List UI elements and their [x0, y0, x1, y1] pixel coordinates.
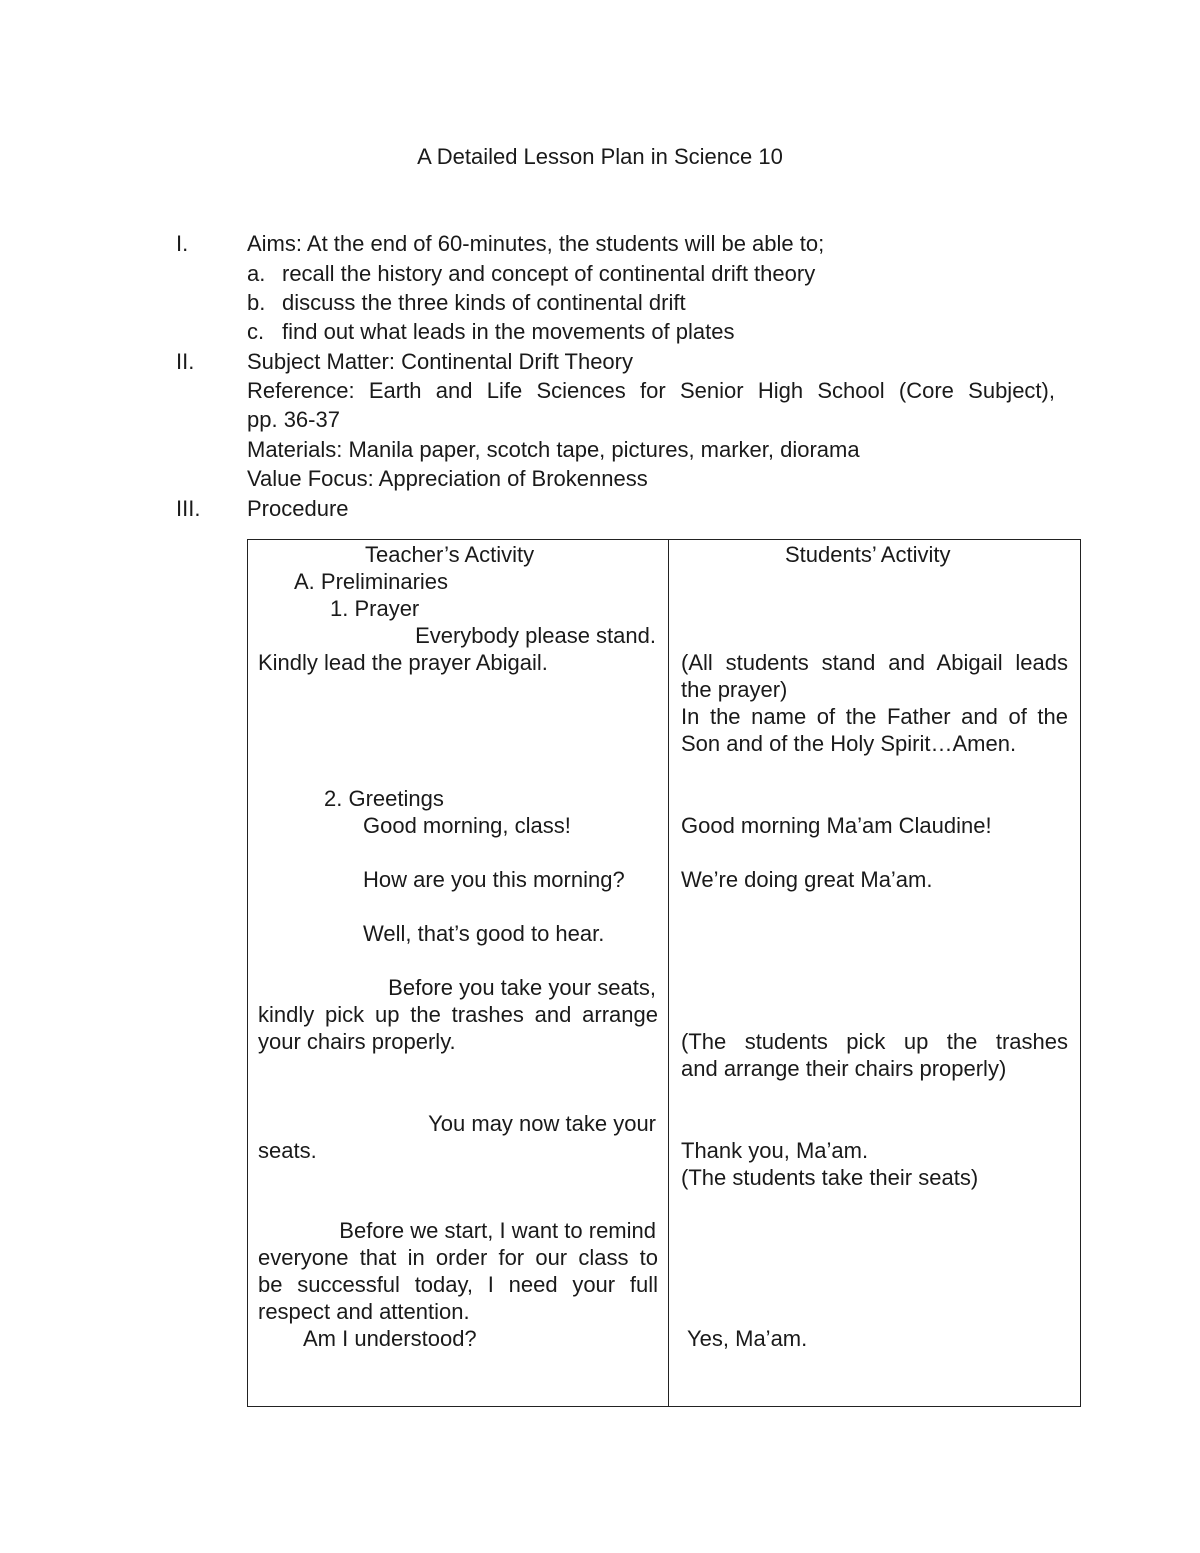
student-line: Yes, Ma’am. — [687, 1326, 808, 1351]
students-activity-header: Students’ Activity — [785, 542, 951, 567]
procedure-table — [247, 539, 1081, 1407]
teacher-line: seats. — [258, 1138, 317, 1163]
teacher-line: Before you take your seats, — [388, 975, 656, 1000]
teacher-line: How are you this morning? — [363, 867, 625, 892]
teacher-line: Am I understood? — [303, 1326, 477, 1351]
student-line: (The students pick up the trashes — [681, 1029, 1068, 1054]
aims-heading: Aims: At the end of 60-minutes, the students will be able to; — [247, 231, 825, 256]
aim-letter: a. — [247, 261, 266, 286]
section-numeral-subject: II. — [176, 349, 195, 374]
teacher-line: Good morning, class! — [363, 813, 571, 838]
reference-line: Reference: Earth and Life Sciences for Senior High School (Core Subject), — [247, 378, 1055, 403]
aim-item: find out what leads in the movements of plates — [282, 319, 735, 344]
student-line: (The students take their seats) — [681, 1165, 979, 1190]
student-line: the prayer) — [681, 677, 788, 702]
teacher-line: be successful today, I need your full — [258, 1272, 658, 1297]
section-numeral-aims: I. — [176, 231, 189, 256]
materials: Materials: Manila paper, scotch tape, pictures, marker, diorama — [247, 437, 860, 462]
student-line: Good morning Ma’am Claudine! — [681, 813, 992, 838]
teacher-line: You may now take your — [428, 1111, 656, 1136]
student-line: Son and of the Holy Spirit…Amen. — [681, 731, 1017, 756]
page-title: A Detailed Lesson Plan in Science 10 — [417, 144, 783, 169]
teacher-line: Everybody please stand. — [415, 623, 656, 648]
teacher-line: Before we start, I want to remind — [339, 1218, 656, 1243]
reference-pages: pp. 36-37 — [247, 407, 340, 432]
aim-item: recall the history and concept of continental drift theory — [282, 261, 816, 286]
student-line: (All students stand and Abigail leads — [681, 650, 1068, 675]
teacher-line: Well, that’s good to hear. — [363, 921, 605, 946]
student-line: We’re doing great Ma’am. — [681, 867, 933, 892]
teacher-line: your chairs properly. — [258, 1029, 456, 1054]
column-divider — [668, 540, 669, 1406]
teacher-line: respect and attention. — [258, 1299, 470, 1324]
aim-letter: c. — [247, 319, 265, 344]
preliminaries-heading: A. Preliminaries — [294, 569, 449, 594]
student-line: Thank you, Ma’am. — [681, 1138, 869, 1163]
student-line: In the name of the Father and of the — [681, 704, 1068, 729]
teacher-line: Kindly lead the prayer Abigail. — [258, 650, 548, 675]
aim-item: discuss the three kinds of continental drift — [282, 290, 686, 315]
teacher-line: everyone that in order for our class to — [258, 1245, 658, 1270]
prayer-heading: 1. Prayer — [330, 596, 420, 621]
subject-matter: Subject Matter: Continental Drift Theory — [247, 349, 633, 374]
section-numeral-procedure: III. — [176, 496, 201, 521]
teacher-line: kindly pick up the trashes and arrange — [258, 1002, 658, 1027]
value-focus: Value Focus: Appreciation of Brokenness — [247, 466, 648, 491]
student-line: and arrange their chairs properly) — [681, 1056, 1007, 1081]
greetings-heading: 2. Greetings — [324, 786, 444, 811]
teacher-activity-header: Teacher’s Activity — [365, 542, 535, 567]
aim-letter: b. — [247, 290, 266, 315]
procedure-heading: Procedure — [247, 496, 349, 521]
